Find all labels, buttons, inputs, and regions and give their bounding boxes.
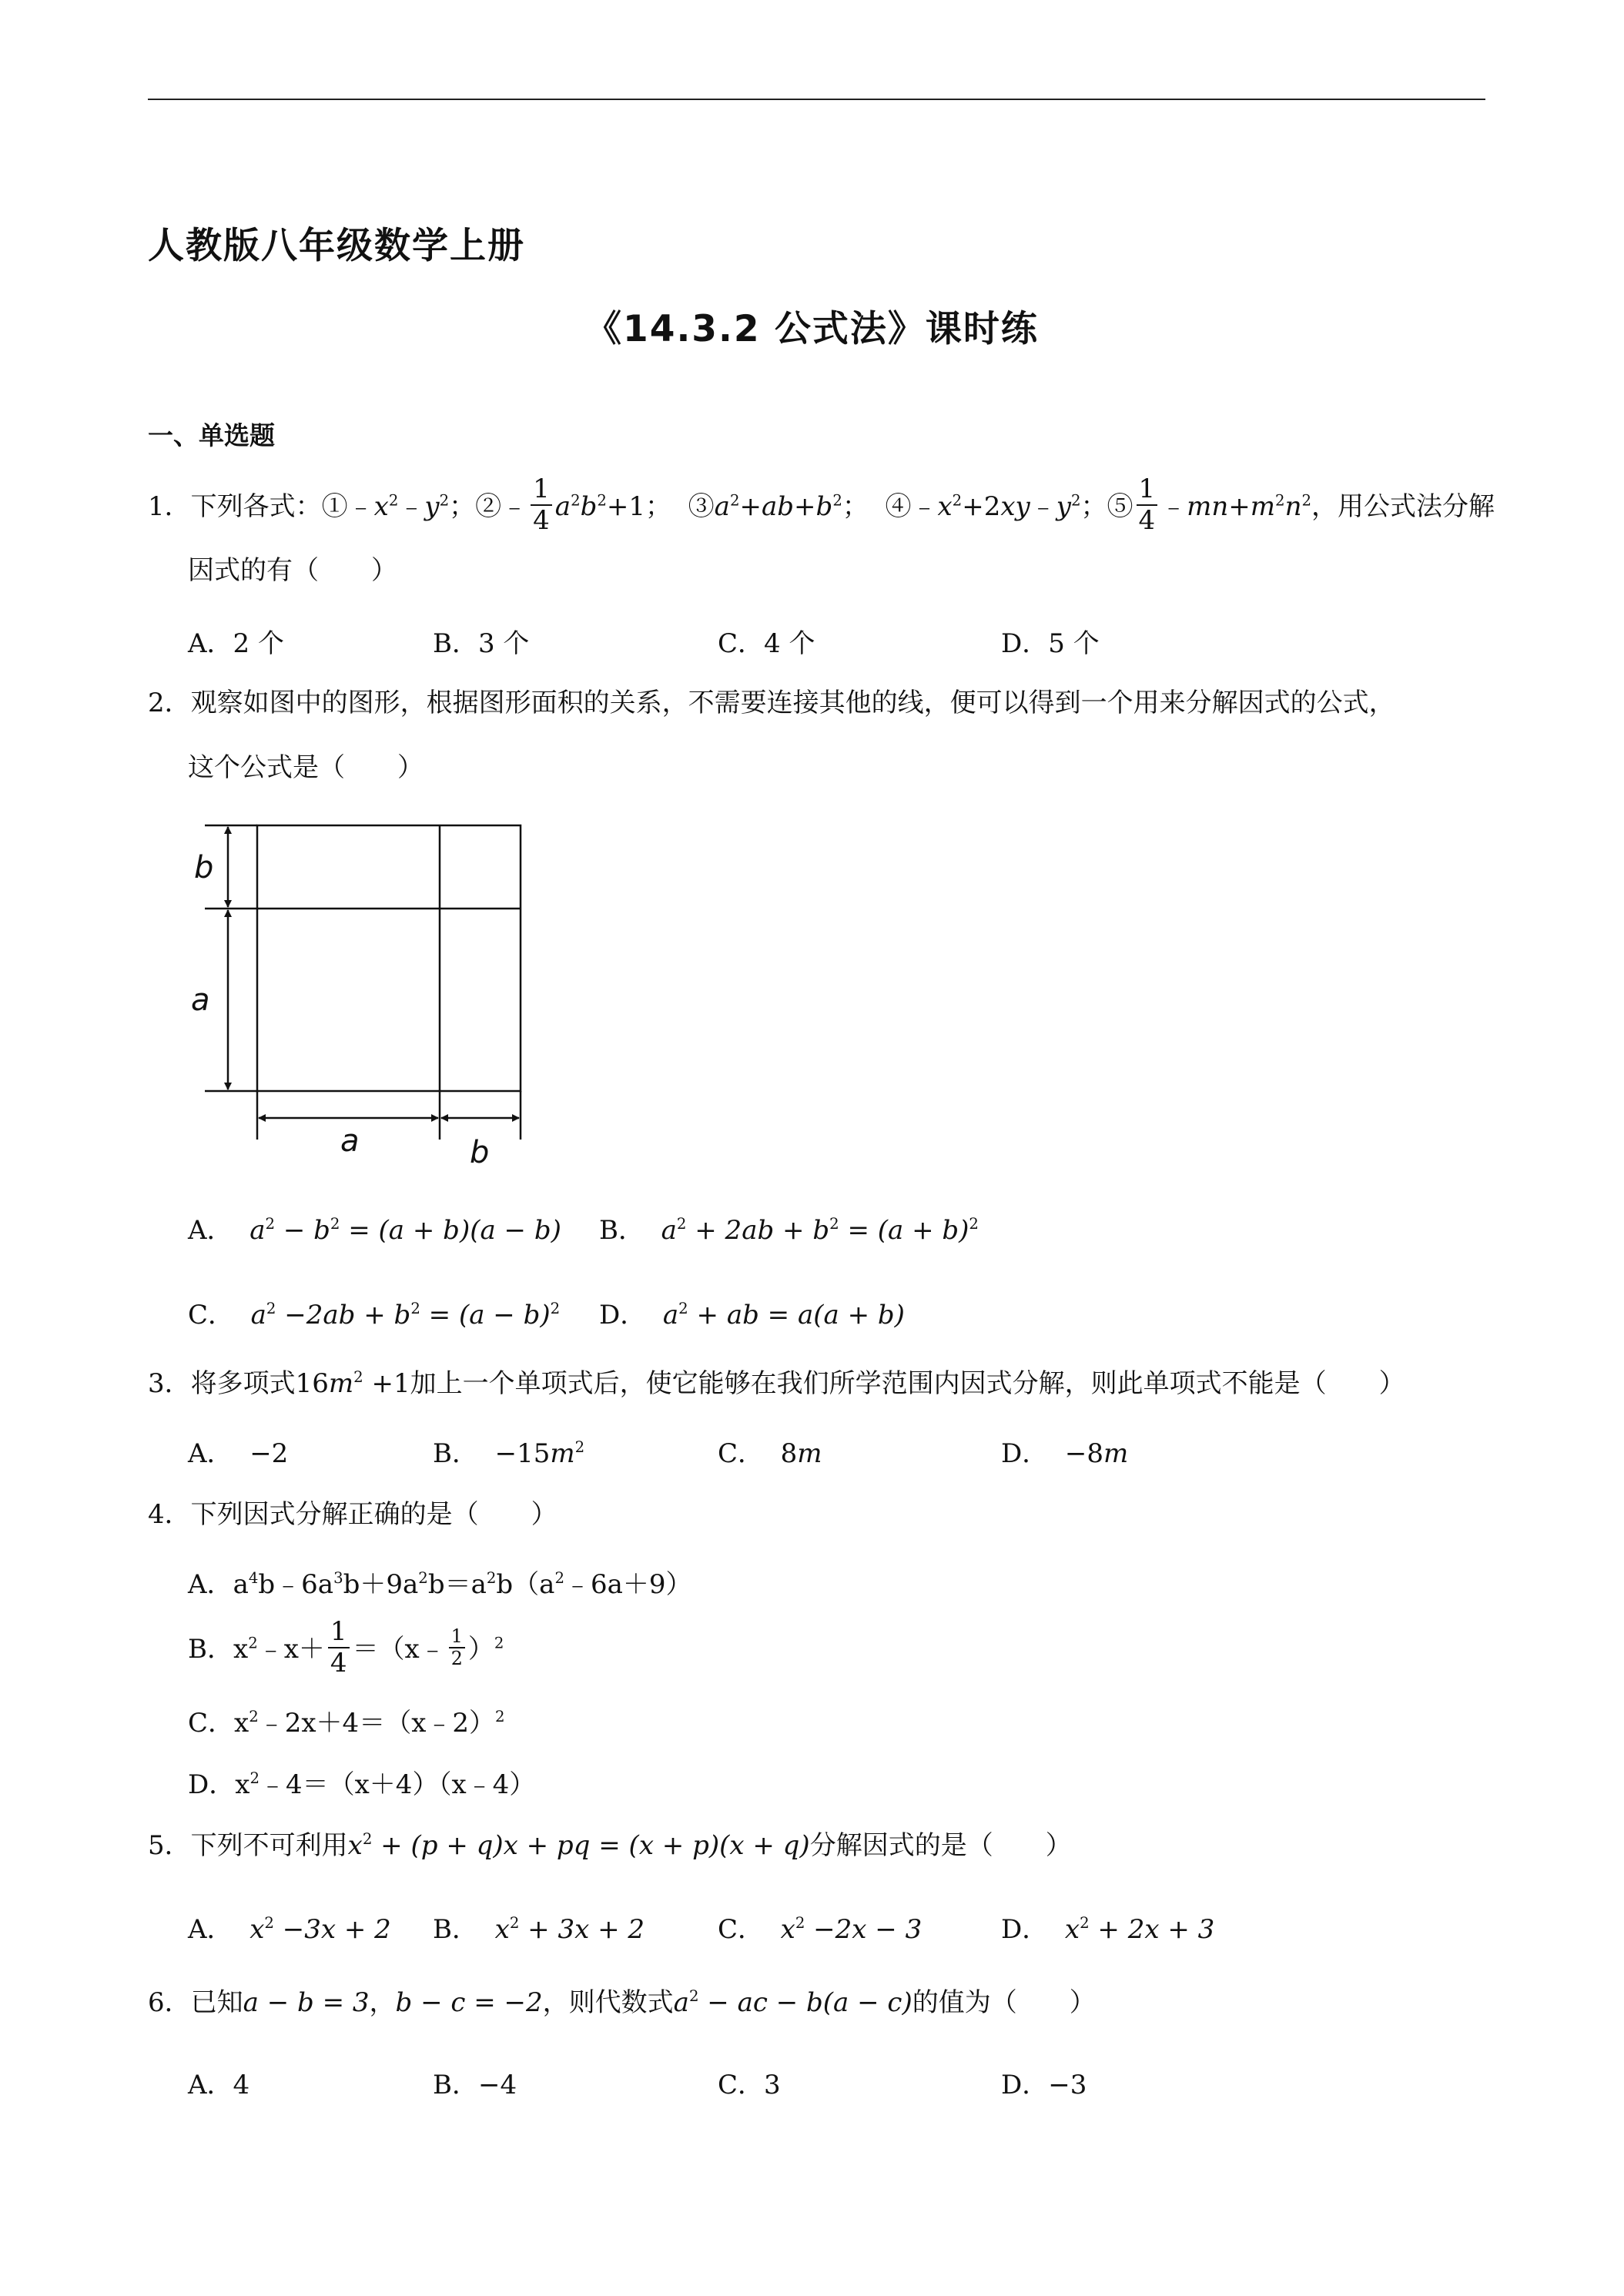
q1-option-c[interactable]: C．4 个 <box>718 628 815 659</box>
q4-option-d[interactable]: D．$x^2﹣4=(x+4)(x﹣4)$ <box>188 1769 536 1800</box>
q5-number: 5． <box>148 1830 191 1861</box>
q1-number: 1． <box>148 491 191 523</box>
q1-stem-line2: 因式的有（ ） <box>188 555 397 586</box>
q6-option-b[interactable]: B．−4 <box>433 2070 517 2100</box>
q6-stem: 6．已知a − b = 3，b − c = −2，则代数式$a^2$ − ac − b(a − c)的值为（ ） <box>148 1987 1096 2018</box>
q3-option-a[interactable]: A． −2 <box>188 1438 289 1469</box>
area-diagram <box>174 816 544 1170</box>
q2-stem: 2．观察如图中的图形，根据图形面积的关系，不需要连接其他的线，便可以得到一个用来分解因式的公式， <box>148 688 1395 718</box>
document-title: 人教版八年级数学上册 <box>148 225 525 267</box>
q3-option-b[interactable]: B． $-15m^2$ <box>433 1438 585 1469</box>
label-b-left: b <box>194 850 214 885</box>
q4-stem: 4．下列因式分解正确的是（ ） <box>148 1499 558 1530</box>
q4-option-a[interactable]: A．$a^4b﹣6a^3b+9a^2b=a^2b(a^2﹣6a+9)$ <box>188 1569 692 1600</box>
q2-option-a[interactable]: A． $a^2 - b^2 = (a + b)(a - b)$ <box>188 1215 561 1246</box>
q1-option-b[interactable]: B．3 个 <box>433 628 530 659</box>
q3-stem: 3．将多项式$16m^2 +1$加上一个单项式后，使它能够在我们所学范围内因式分解，则此单项式不能是（ ） <box>148 1368 1405 1399</box>
q5-option-d[interactable]: D． $x^2 + 2x + 3$ <box>1001 1914 1215 1945</box>
q2-stem-line2: 这个公式是（ ） <box>188 752 424 783</box>
q4-number: 4． <box>148 1499 191 1530</box>
q4-option-c[interactable]: C．$x^2﹣2x+4=(x﹣2)^2$ <box>188 1708 505 1739</box>
outer-square <box>257 825 521 1091</box>
q6-number: 6． <box>148 1987 191 2018</box>
q4-option-b[interactable]: B．$x^2﹣x+$ $\frac{1}{4}$ ＝（x﹣ $\frac{1}{2}$ ）$^2$ <box>188 1616 504 1679</box>
lesson-title: 《14.3.2 公式法》课时练 <box>585 308 1039 350</box>
q6-option-a[interactable]: A．4 <box>188 2070 250 2100</box>
q5-stem: 5．下列不可利用$x^2 + (p + q)x$ + pq = (x + p)(x + q)分解因式的是（ ） <box>148 1830 1072 1861</box>
q3-number: 3． <box>148 1368 191 1399</box>
fraction: $\frac{1}{4}$ <box>1137 474 1158 536</box>
label-a-left: a <box>191 982 210 1018</box>
q5-option-b[interactable]: B． $x^2 + 3x + 2$ <box>433 1914 645 1945</box>
q3-option-d[interactable]: D． −8m <box>1001 1438 1129 1469</box>
q2-option-d[interactable]: D． $a^2$ + ab = a(a + b) <box>599 1300 905 1330</box>
label-a-bottom: a <box>340 1123 360 1159</box>
fraction: $\frac{1}{2}$ <box>449 1626 465 1670</box>
section-heading: 一、单选题 <box>148 420 275 450</box>
q5-option-a[interactable]: A． $x^2 -3x + 2$ <box>188 1914 391 1945</box>
fraction: $\frac{1}{4}$ <box>531 474 552 536</box>
label-b-bottom: b <box>470 1135 490 1170</box>
q6-option-c[interactable]: C．3 <box>718 2070 781 2100</box>
q2-option-c[interactable]: C． $a^2 -2ab + b^2 = (a - b)^2$ <box>188 1300 561 1330</box>
q2-option-b[interactable]: B． $a^2 + 2ab + b^2 = (a + b)^2$ <box>599 1215 979 1246</box>
q1-stem: 1．下列各式：$①﹣x^2﹣y^2$；②﹣ $\frac{1}{4}$ $a^2b^2+1$； $③a^2+ab+b^2$； $④﹣x^2+2xy﹣y^2$；⑤ $\frac{1}{4}$ $﹣mn+m^2n^2$，用公式法分解 <box>148 474 1495 537</box>
q2-number: 2． <box>148 688 191 718</box>
header-rule <box>148 99 1485 100</box>
fraction: $\frac{1}{4}$ <box>328 1617 350 1678</box>
q1-option-a[interactable]: A．2 个 <box>188 628 284 659</box>
q6-option-d[interactable]: D．−3 <box>1001 2070 1087 2100</box>
q5-option-c[interactable]: C． $x^2 -2x - 3$ <box>718 1914 922 1945</box>
q3-option-c[interactable]: C． 8m <box>718 1438 822 1469</box>
q1-option-d[interactable]: D．5 个 <box>1001 628 1100 659</box>
